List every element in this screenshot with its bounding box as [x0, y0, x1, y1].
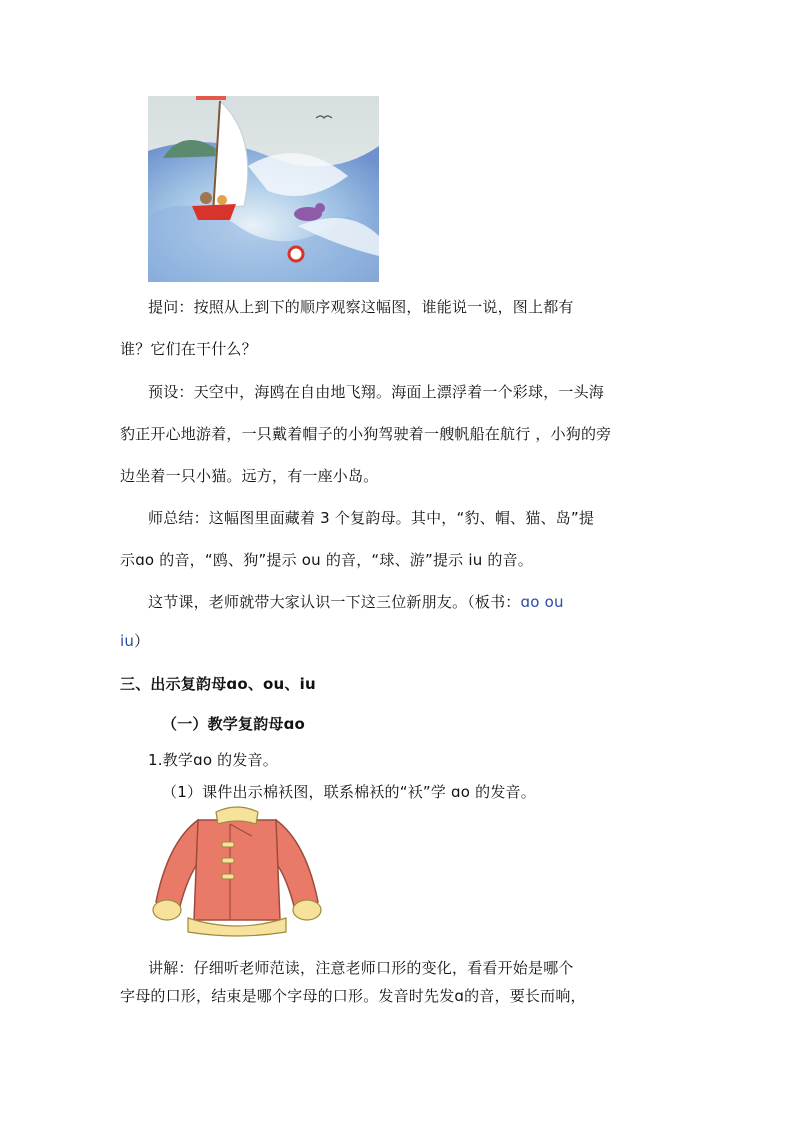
para4-line2 — [120, 630, 149, 651]
cotton-jacket-illustration — [148, 802, 326, 940]
sailboat-sea-icon — [148, 96, 379, 282]
para3-line2: 示ɑo 的音，“鸥、狗”提示 ou 的音，“球、游”提示 iu 的音。 — [120, 551, 533, 569]
para2-line3: 边坐着一只小猫。远方，有一座小岛。 — [120, 467, 379, 485]
para2-line1: 预设：天空中，海鸥在自由地飞翔。海面上漂浮着一个彩球，一头海 — [148, 383, 605, 401]
para5-line2: 字母的口形，结束是哪个字母的口形。发音时先发ɑ的音，要长而响， — [120, 987, 586, 1005]
para3-line1: 师总结：这幅图里面藏着 3 个复韵母。其中，“豹、帽、猫、岛”提 — [148, 509, 595, 527]
section-heading: 三、出示复韵母ɑo、ou、iu — [120, 675, 316, 693]
para1-line1: 提问：按照从上到下的顺序观察这幅图，谁能说一说，图上都有 — [148, 298, 574, 316]
item-1: 1.教学ɑo 的发音。 — [148, 751, 278, 769]
sailboat-illustration — [148, 96, 379, 282]
para4-line1 — [148, 591, 564, 612]
subsection-heading: （一）教学复韵母ɑo — [162, 715, 306, 733]
para4-close: ） — [134, 632, 150, 650]
para1-line2: 谁？它们在干什么？ — [120, 340, 257, 358]
para2-line2: 豹正开心地游着，一只戴着帽子的小狗驾驶着一艘帆船在航行 ，小狗的旁 — [120, 425, 612, 443]
para5-line1: 讲解：仔细听老师范读，注意老师口形的变化，看看开始是哪个 — [148, 959, 574, 977]
board-notes-aoou: ɑo ou — [520, 593, 564, 611]
para4-text: 这节课，老师就带大家认识一下这三位新朋友。（板书： — [148, 593, 521, 611]
board-notes-iu: iu — [120, 632, 135, 650]
jacket-icon — [148, 802, 326, 940]
item-1-1: （1）课件出示棉袄图，联系棉袄的“袄”学 ɑo 的发音。 — [162, 783, 536, 801]
